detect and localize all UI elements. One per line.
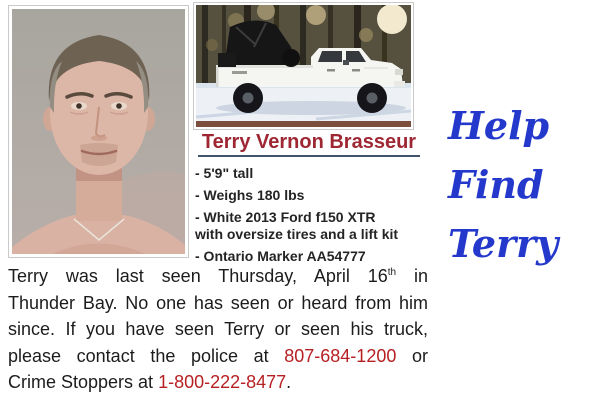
headline-line: Terry <box>448 221 559 266</box>
message-text: . <box>286 372 292 392</box>
message-text: Crime Stoppers at <box>8 372 159 392</box>
subject-info-panel <box>195 131 423 270</box>
detail-vehicle: - White 2013 Ford f150 XTR with oversize tires and a lift kit <box>195 209 399 242</box>
message-text: or <box>396 345 428 366</box>
police-phone-number: 807-684-1200 <box>284 345 397 366</box>
detail-height: - 5'9" tall <box>195 165 254 181</box>
crime-stoppers-phone-number: 1-800-222-8477 <box>158 372 287 392</box>
message-line <box>8 263 428 290</box>
detail-plate: - Ontario Marker AA54777 <box>195 248 366 264</box>
subject-details-list <box>195 165 399 265</box>
truck-photo <box>193 2 414 130</box>
ordinal-suffix: th <box>387 267 397 278</box>
name-underline <box>198 155 420 157</box>
message-text: Terry was last seen Thursday, April 16 <box>8 266 388 286</box>
headline-line: Help <box>448 103 550 148</box>
missing-person-name: Terry Vernon Brasseur <box>201 131 417 153</box>
help-find-terry-headline <box>448 96 608 273</box>
message-text: please contact the police at <box>8 345 285 366</box>
last-seen-message <box>8 263 428 396</box>
detail-weight: - Weighs 180 lbs <box>195 187 305 203</box>
message-line: since. If you have seen Terry or seen his truck, <box>8 319 428 339</box>
truck-illustration <box>196 5 411 127</box>
headline-line: Find <box>448 162 544 207</box>
portrait-photo <box>8 5 189 258</box>
message-line <box>8 369 428 396</box>
message-line <box>8 343 428 370</box>
portrait-illustration <box>12 9 185 254</box>
message-text: in <box>396 266 429 286</box>
message-line: Thunder Bay. No one has seen or heard from him <box>8 292 428 313</box>
